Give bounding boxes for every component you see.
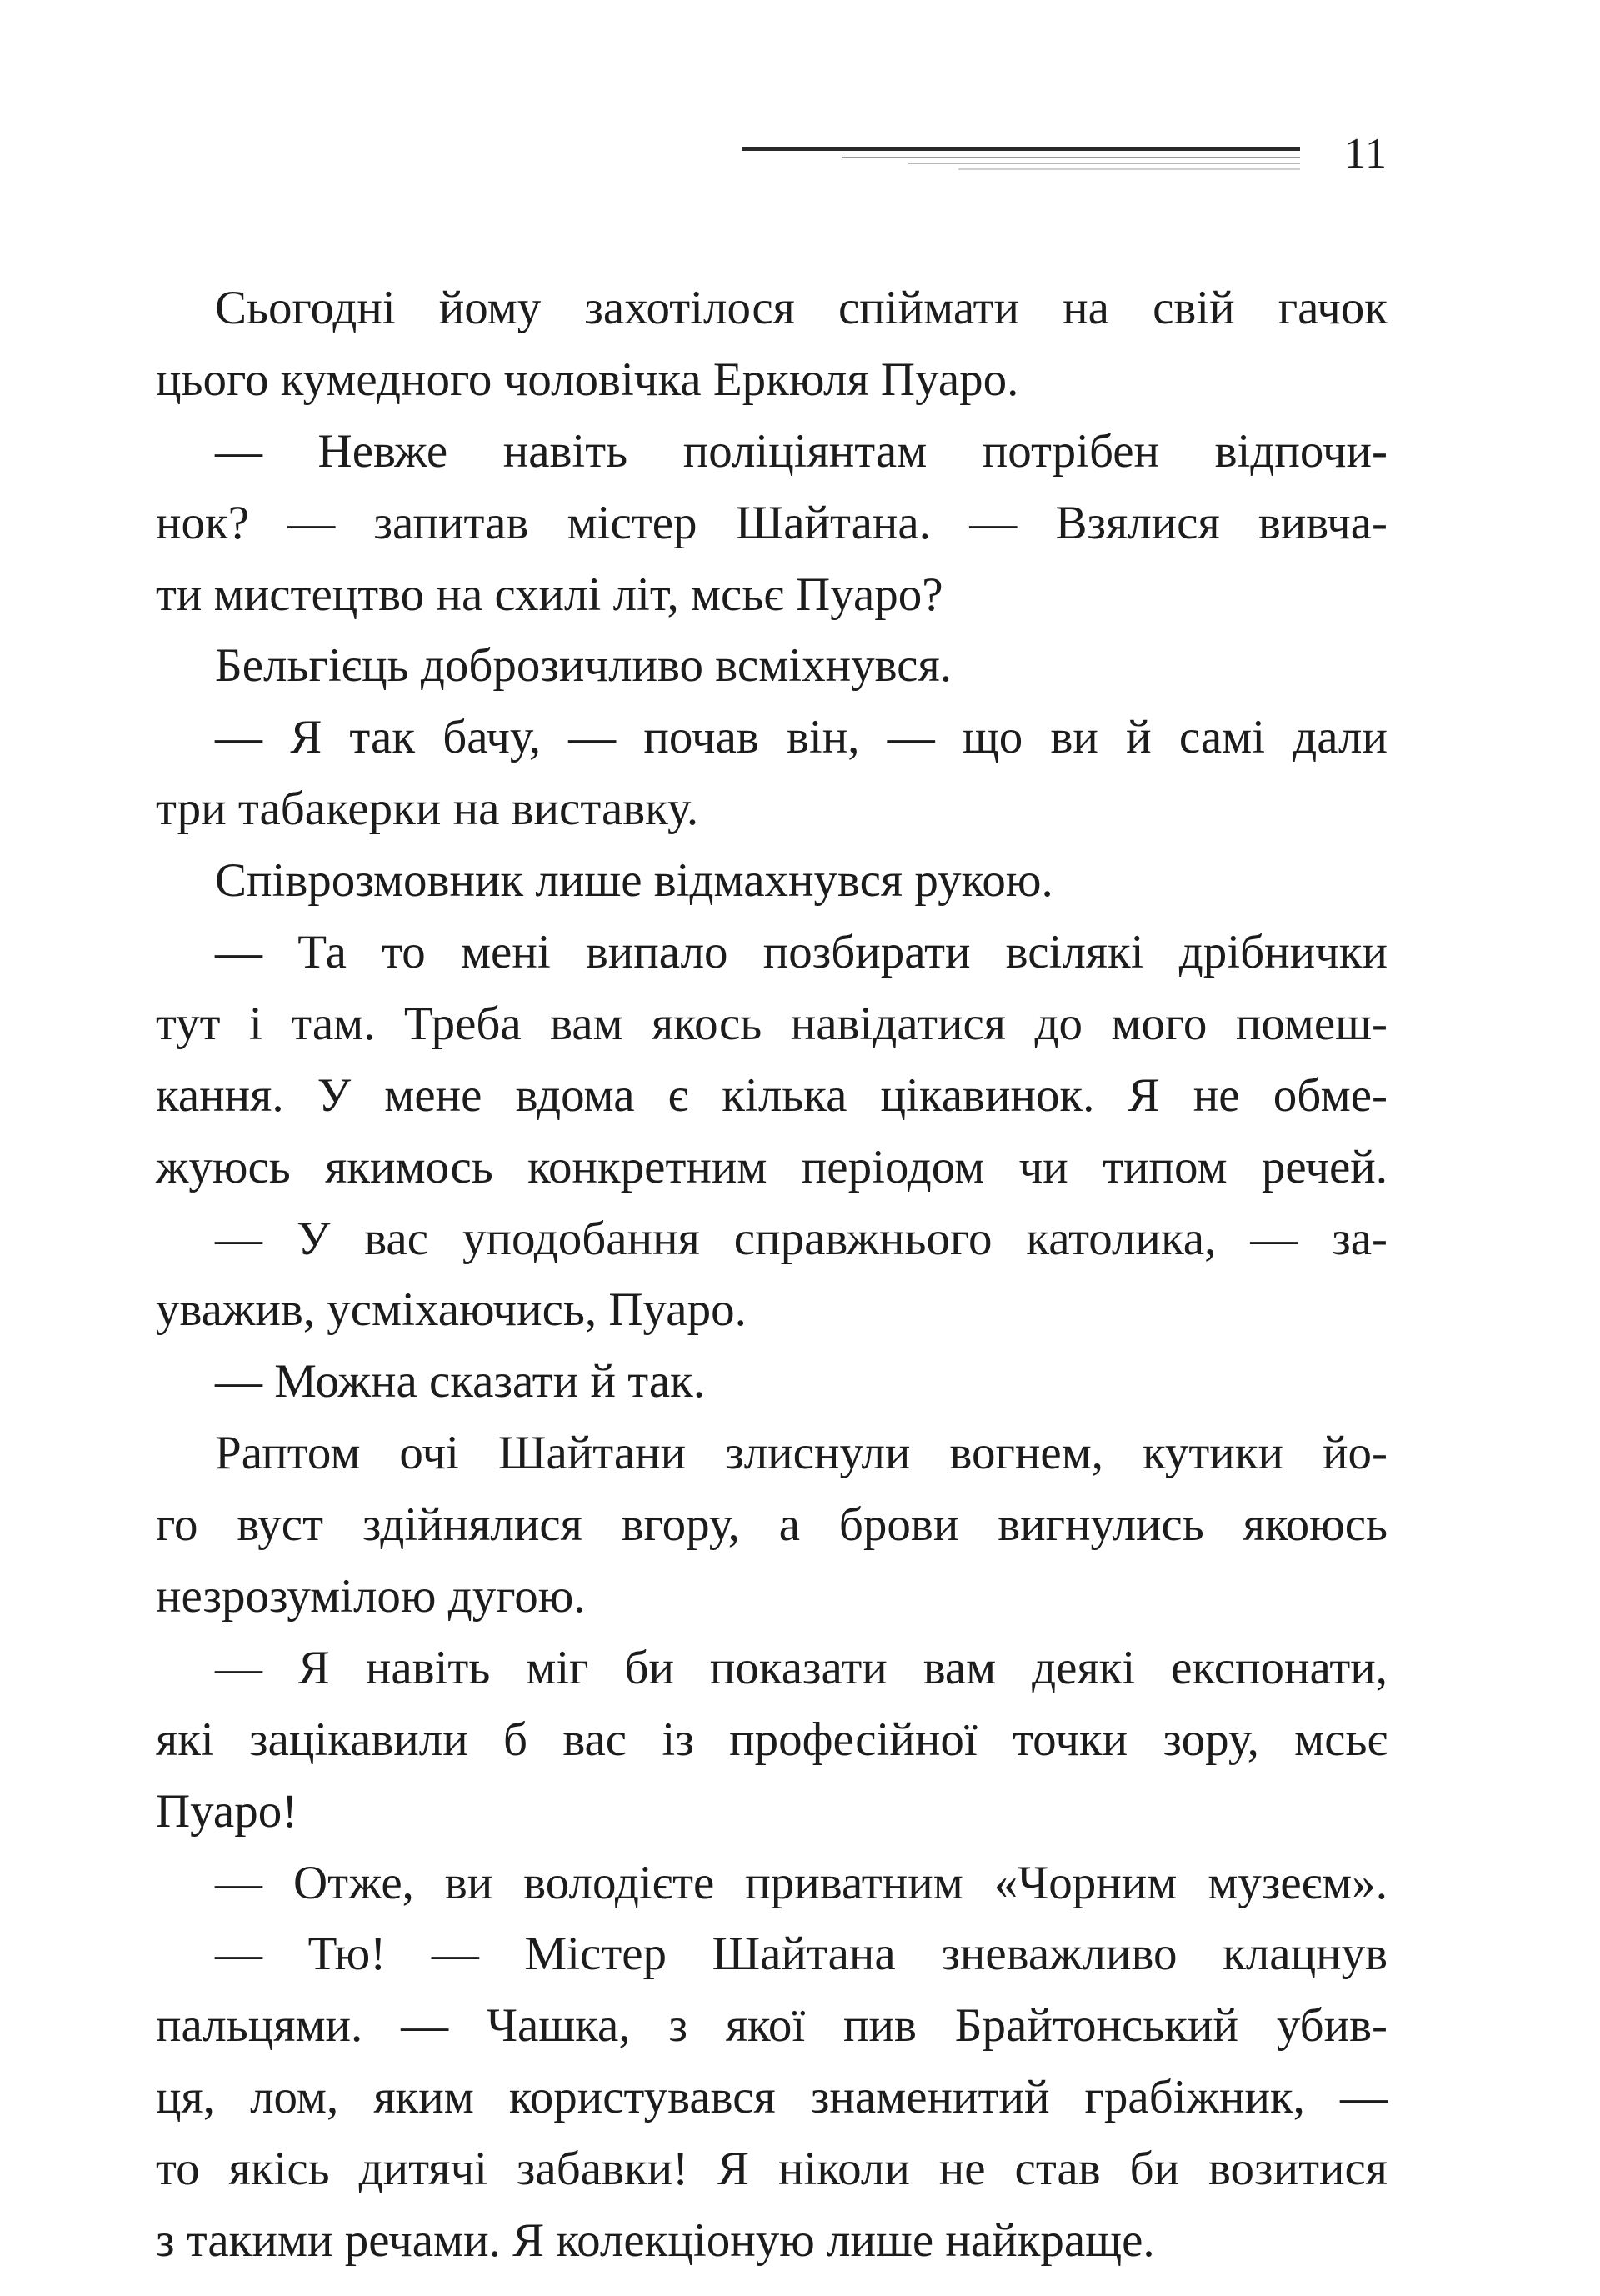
text-line: — Та то мені випало позбирати всілякі дрібнички — [215, 926, 1388, 979]
text-line: то якісь дитячі забавки! Я ніколи не став би возитися — [156, 2143, 1388, 2196]
text-line: незрозумілою дугою. — [156, 1570, 586, 1623]
text-line: цього кумедного чоловічка Еркюля Пуаро. — [156, 353, 1019, 406]
text-line: Пуаро! — [156, 1784, 298, 1838]
text-line: — Я так бачу, — почав він, — що ви й самі дали — [215, 711, 1388, 764]
text-line: — Я навіть міг би показати вам деякі експонати, — [215, 1641, 1388, 1694]
text-line: — Можна сказати й так. — [215, 1355, 706, 1408]
text-line: три табакерки на виставку. — [156, 783, 699, 836]
text-line: Раптом очі Шайтани злиснули вогнем, кутики йо- — [215, 1427, 1388, 1480]
header-rule-fade — [958, 168, 1300, 170]
text-line: ця, лом, яким користувався знаменитий грабіжник, — — [156, 2071, 1388, 2124]
header-rule-fade — [908, 163, 1300, 164]
text-line: ти мистецтво на схилі літ, мсьє Пуаро? — [156, 568, 943, 621]
text-line: нок? — запитав містер Шайтана. — Взялися вивча- — [156, 496, 1388, 549]
text-line: — Тю! — Містер Шайтана зневажливо клацнув — [215, 1928, 1388, 1981]
page-number: 11 — [1343, 130, 1388, 178]
text-line: — У вас уподобання справжнього католика, — за- — [215, 1212, 1388, 1265]
text-line: Бельгієць доброзичливо всміхнувся. — [215, 639, 952, 693]
text-line: жуюсь якимось конкретним періодом чи типом речей. — [156, 1140, 1388, 1193]
text-line: уважив, усміхаючись, Пуаро. — [156, 1283, 747, 1337]
text-line: пальцями. — Чашка, з якої пив Брайтонський убив- — [156, 1999, 1388, 2053]
header-rule-fade — [842, 157, 1300, 158]
text-line: які зацікавили б вас із професійної точки зору, мсьє — [156, 1713, 1388, 1766]
text-line: тут і там. Треба вам якось навідатися до мого помеш- — [156, 997, 1388, 1050]
body-text — [156, 273, 1388, 2277]
text-line: кання. У мене вдома є кілька цікавинок. Я не обме- — [156, 1068, 1388, 1122]
text-line: го вуст здійнялися вгору, а брови вигнулись якоюсь — [156, 1498, 1388, 1552]
text-line: — Отже, ви володієте приватним «Чорним музеєм». — [215, 1856, 1388, 1909]
text-line: — Невже навіть поліціянтам потрібен відпочи- — [215, 424, 1388, 478]
running-head — [742, 125, 1388, 192]
header-rule — [742, 147, 1300, 151]
text-line: Співрозмовник лише відмахнувся рукою. — [215, 854, 1053, 908]
text-line: Сьогодні йому захотілося спіймати на свій гачок — [215, 282, 1388, 334]
text-line: з такими речами. Я колекціоную лише найкраще. — [156, 2214, 1155, 2268]
